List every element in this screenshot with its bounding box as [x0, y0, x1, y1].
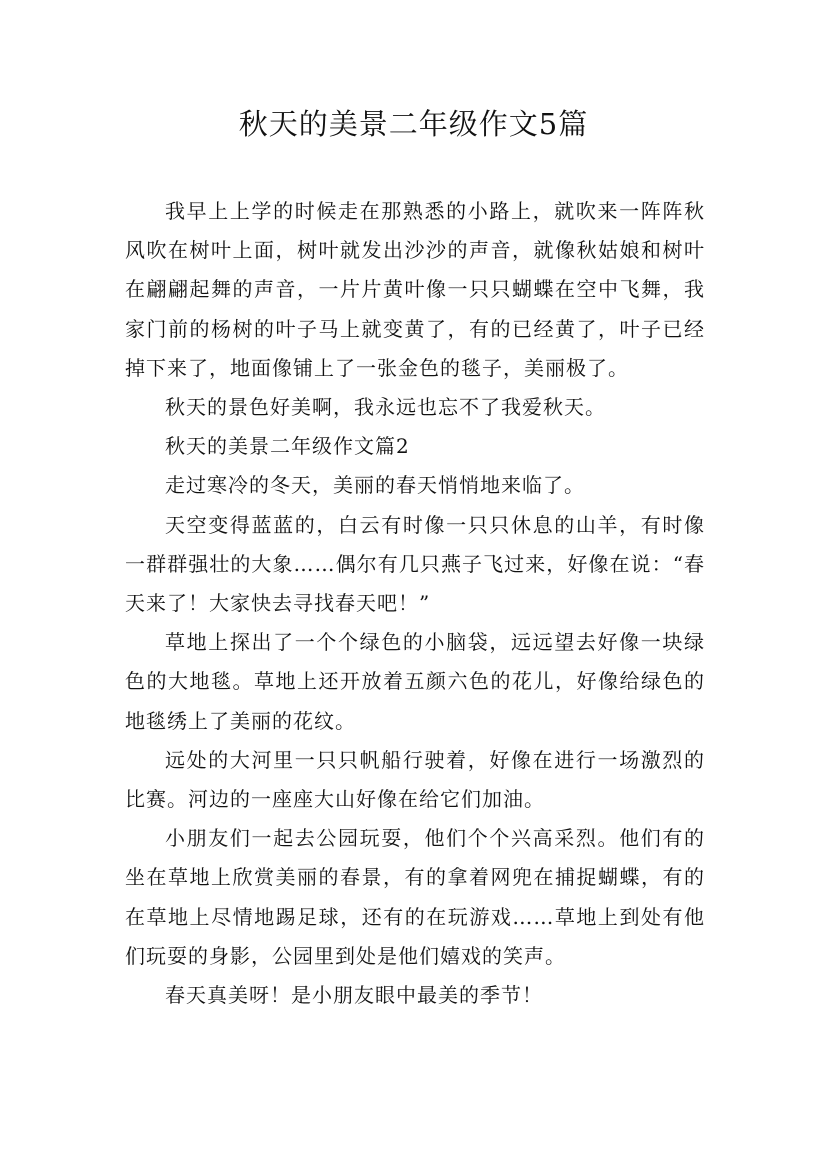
document-body: [125, 192, 705, 1015]
paragraph: 春天真美呀！是小朋友眼中最美的季节！: [165, 983, 543, 1008]
paragraph: 我早上上学的时候走在那熟悉的小路上，就吹来一阵阵秋风吹在树叶上面，树叶就发出沙沙的声音，就像秋姑娘和树叶在翩翩起舞的声音，一片片黄叶像一只只蝴蝶在空中飞舞，我家门前的杨树的叶子马上就变黄了，有的已经黄了，叶子已经掉下来了，地面像铺上了一张金色的毯子，美丽极了。: [125, 199, 705, 380]
section-heading: 秋天的美景二年级作文篇2: [165, 434, 410, 459]
paragraph: 远处的大河里一只只帆船行驶着，好像在进行一场激烈的比赛。河边的一座座大山好像在给它们加油。: [125, 747, 705, 812]
paragraph: 小朋友们一起去公园玩耍，他们个个兴高采烈。他们有的坐在草地上欣赏美丽的春景，有的拿着网兜在捕捉蝴蝶，有的在草地上尽情地踢足球，还有的在玩游戏……草地上到处有他们玩耍的身影，公园里到处是他们嬉戏的笑声。: [125, 826, 705, 968]
paragraph: 草地上探出了一个个绿色的小脑袋，远远望去好像一块绿色的大地毯。草地上还开放着五颜六色的花儿，好像给绿色的地毯绣上了美丽的花纹。: [125, 630, 705, 733]
paragraph: 天空变得蓝蓝的，白云有时像一只只休息的山羊，有时像一群群强壮的大象……偶尔有几只燕子飞过来，好像在说：“春天来了！大家快去寻找春天吧！”: [125, 512, 705, 616]
document-title: 秋天的美景二年级作文5篇: [238, 107, 589, 141]
paragraph: 秋天的景色好美啊，我永远也忘不了我爱秋天。: [165, 395, 606, 420]
paragraph: 走过寒冷的冬天，美丽的春天悄悄地来临了。: [165, 473, 585, 498]
